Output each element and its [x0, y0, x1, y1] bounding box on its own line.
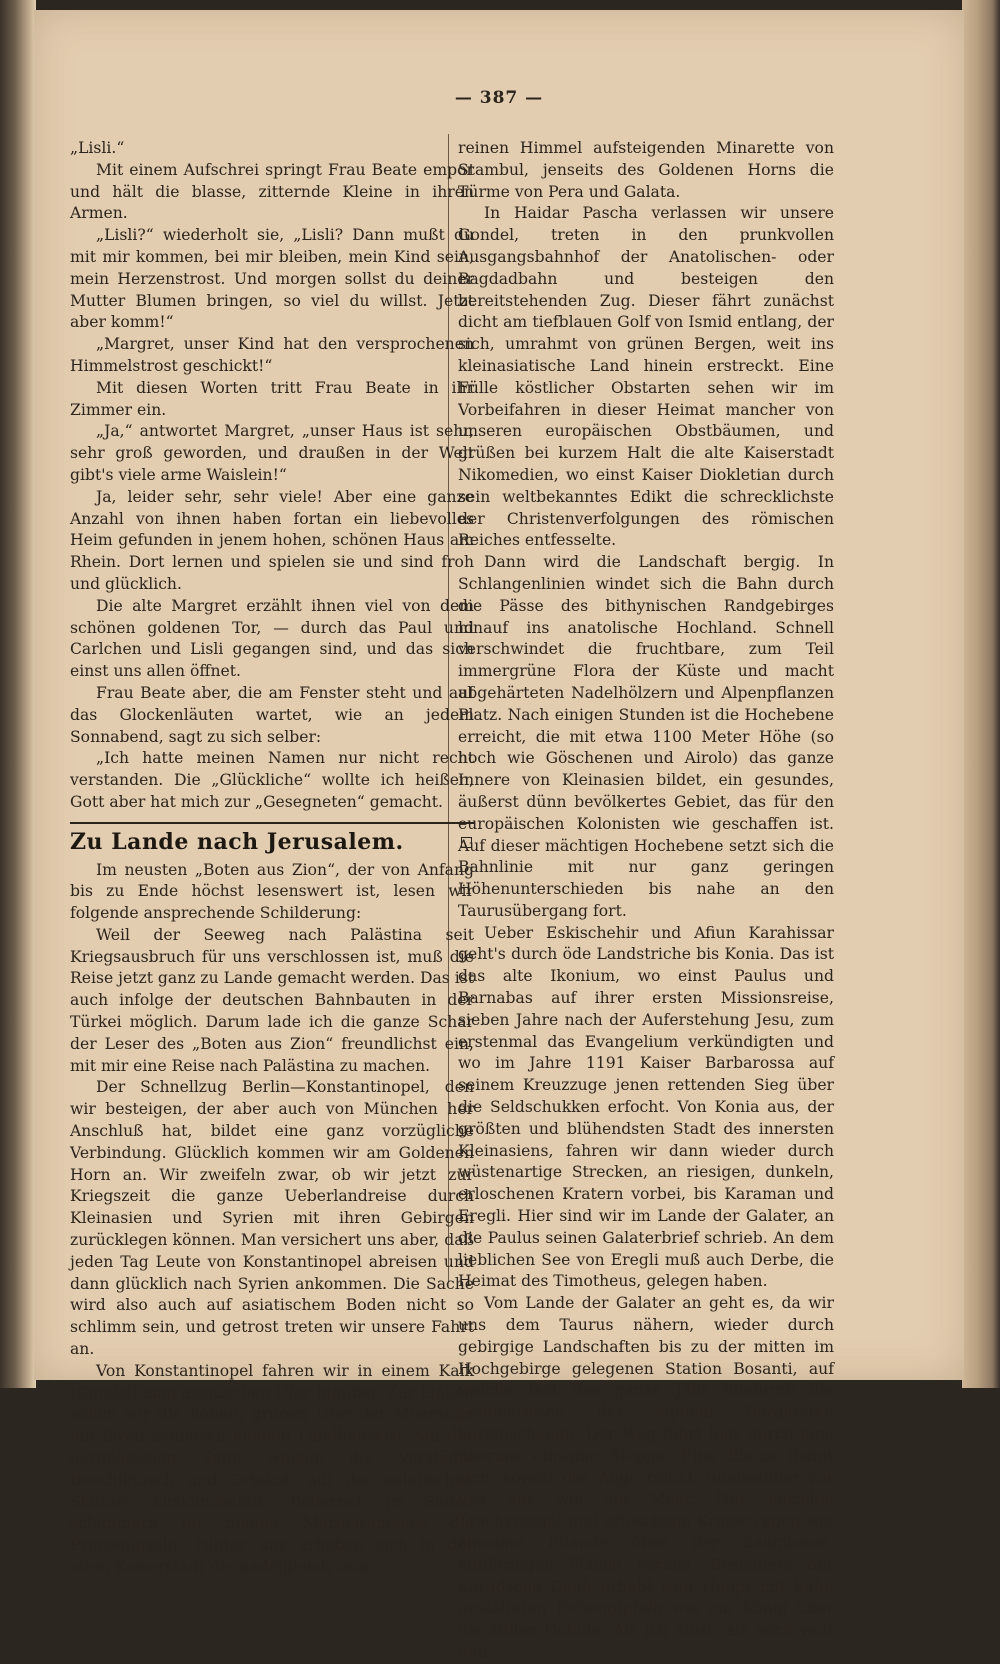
paragraph: Weil der Seeweg nach Palästina seit Kriegsausbruch für uns verschlossen ist, muß die Reise jetzt ganz zu Lande gemacht werden. Das ist auch infolge der deutschen Bahnbauten in der Türkei möglich. Darum lade ich die ganze Schar der Leser des „Boten aus Zion“ freundlichst ein, mit mir eine Reise nach Palästina zu machen.	[70, 925, 474, 1075]
right-column	[458, 138, 834, 1664]
paragraph: „Lisli?“ wiederholt sie, „Lisli? Dann mußt du mit mir kommen, bei mir bleiben, mein Kind sein, mein Herzenstrost. Und morgen sollst du deiner Mutter Blumen bringen, so viel du willst. Jetzt aber komm!“	[70, 226, 474, 332]
paragraph: In Haidar Pascha verlassen wir unsere Gondel, treten in den prunkvollen Ausgangsbahnhof der Anatolischen- oder Bagdadbahn und besteigen den bereitstehenden Zug. Dieser fährt zunächst dicht am tiefblauen Golf von Ismid entlang, der sich, umrahmt von grünen Bergen, weit ins kleinasiatische Land hinein erstreckt. Eine Fülle köstlicher Obstarten sehen wir im Vorbeifahren in dieser Heimat mancher von unseren europäischen Obstbäumen, und grüßen bei kurzem Halt die alte Kaiserstadt Nikomedien, wo einst Kaiser Diokletian durch sein weltbekanntes Edikt die schrecklichste der Christenverfolgungen des römischen Reiches entfesselte.	[458, 204, 834, 550]
section-heading	[70, 828, 474, 855]
paragraph: Mit diesen Worten tritt Frau Beate in ihr Zimmer ein.	[70, 378, 474, 419]
paragraph: Vom Lande der Galater an geht es, da wir uns dem Taurus nähern, wieder durch gebirgige Landschaften bis zu der mitten im Hochgebirge gelegenen Station Bosanti, auf welche fast das ganze Jahr hindurch die Schneeriesen der alpinen Bergketten hereinschauen. Der Weg führt hier durch eine überaus einsame Steppe. Eine Ebene dehnt sich, soweit das Auge reicht, unabsehbar vor uns aus wie ein Meer. Nur einzelne Trachytkegel und erloschene Krater ragen wie einsame Eilande über der baumlosen, einförmigen Fläche heraus. Besonders der Karadscha Dagh erhebt sein Haupt mit kühn gestalteten Felsengipfeln wie ein König über die stillen Gefilde. Als ich einst, als noch weit und	[458, 1294, 834, 1661]
paragraph: „Ja,“ antwortet Margret, „unser Haus ist sehr, sehr groß geworden, und draußen in der Welt gibt's viele arme Waislein!“	[70, 422, 474, 484]
section-title: Zu Lande nach Jerusalem.	[70, 828, 404, 855]
paragraph: Von Konstantinopel fahren wir in einem Kaik (Gondel) zum asiatischen Ufer hinüber. Zur Linken sehen wir die hohen, grünen Ufer der Meerenge mit ihren zahllosen kleinen Landhäusern. Auf der europäischen Seite winken die Vorstädte Beschiktasch und Ortakoi, auf der asiatischen Skutari, Kuskundschuk, Beilerbei. Im Süden schimmern im blauen Marmarameere die Prinzeninseln. Hinter uns erheben sich in der alten Kaiserstadt die nadelgleich zum	[70, 1361, 474, 1576]
book-page	[34, 10, 964, 1661]
paragraph: Ueber Eskischehir und Afiun Karahissar geht's durch öde Landstriche bis Konia. Das ist das alte Ikonium, wo einst Paulus und Barnabas auf ihrer ersten Missionsreise, sieben Jahre nach der Auferstehung Jesu, zum erstenmal das Evangelium verkündigten und wo im Jahre 1191 Kaiser Barbarossa auf seinem Kreuzzuge jenen rettenden Sieg über die Seldschukken erfocht. Von Konia aus, der größten und blühendsten Stadt des innersten Kleinasiens, fahren wir dann wieder durch wüstenartige Strecken, an riesigen, dunkeln, erloschenen Kratern vorbei, bis Karaman und Eregli. Hier sind wir im Lande der Galater, an die Paulus seinen Galaterbrief schrieb. An dem lieblichen See von Eregli muß auch Derbe, die Heimat des Timotheus, gelegen haben.	[458, 923, 834, 1291]
left-column	[70, 138, 474, 1579]
paragraph: Ja, leider sehr, sehr viele! Aber eine ganze Anzahl von ihnen haben fortan ein liebevolles Heim gefunden in jenem hohen, schönen Haus am Rhein. Dort lernen und spielen sie und sind froh und glücklich.	[70, 487, 474, 593]
section-rule	[70, 822, 474, 824]
paragraph: „Lisli.“	[70, 139, 125, 157]
paragraph: Der Schnellzug Berlin—Konstantinopel, den wir besteigen, der aber auch von München her Anschluß hat, bildet eine ganz vorzügliche Verbindung. Glücklich kommen wir am Goldenen Horn an. Wir zweifeln zwar, ob wir jetzt zur Kriegszeit die ganze Ueberlandreise durch Kleinasien und Syrien mit ihren Gebirgen zurücklegen können. Man versichert uns aber, daß jeden Tag Leute von Konstantinopel abreisen und dann glücklich nach Syrien ankommen. Die Sache wird also auch auf asiatischem Boden nicht so schlimm sein, und getrost treten wir unsere Fahrt an.	[70, 1078, 474, 1359]
paragraph: Dann wird die Landschaft bergig. In Schlangenlinien windet sich die Bahn durch die Pässe des bithynischen Randgebirges hinauf ins anatolische Hochland. Schnell verschwindet die fruchtbare, zum Teil immergrüne Flora der Küste und macht abgehärteten Nadelhölzern und Alpenpflanzen Platz. Nach einigen Stunden ist die Hochebene erreicht, die mit etwa 1100 Meter Höhe (so hoch wie Göschenen und Airolo) das ganze Innere von Kleinasien bildet, ein gesundes, äußerst dünn bevölkertes Gebiet, das für den europäischen Kolonisten wie geschaffen ist. Auf dieser mächtigen Hochebene setzt sich die Bahnlinie mit nur ganz geringen Höhenunterschieden bis nahe an den Taurusübergang fort.	[458, 553, 834, 920]
paragraph: Frau Beate aber, die am Fenster steht und auf das Glockenläuten wartet, wie an jedem Sonnabend, sagt zu sich selber:	[70, 683, 474, 746]
paragraph: Mit einem Aufschrei springt Frau Beate empor und hält die blasse, zitternde Kleine in ihren Armen.	[70, 160, 474, 223]
paragraph: „Margret, unser Kind hat den versprochenen Himmelstrost geschickt!“	[70, 335, 474, 375]
page-number: — 387 —	[454, 88, 544, 108]
paragraph: Im neusten „Boten aus Zion“, der von Anfang bis zu Ende höchst lesenswert ist, lesen wir folgende ansprechende Schilderung:	[70, 860, 474, 923]
page-stack-right	[962, 0, 1000, 1388]
paragraph: „Ich hatte meinen Namen nur nicht recht verstanden. Die „Glückliche“ wollte ich heißen, Gott aber hat mich zur „Gesegneten“ gemacht.	[70, 749, 474, 811]
paragraph: Die alte Margret erzählt ihnen viel von dem schönen goldenen Tor, — durch das Paul und Carlchen und Lisli gegangen sind, und das sich einst uns allen öffnet.	[70, 596, 474, 681]
paragraph: reinen Himmel aufsteigenden Minarette von Stambul, jenseits des Goldenen Horns die Türme von Pera und Galata.	[458, 139, 834, 201]
book-binding-left	[0, 0, 36, 1388]
